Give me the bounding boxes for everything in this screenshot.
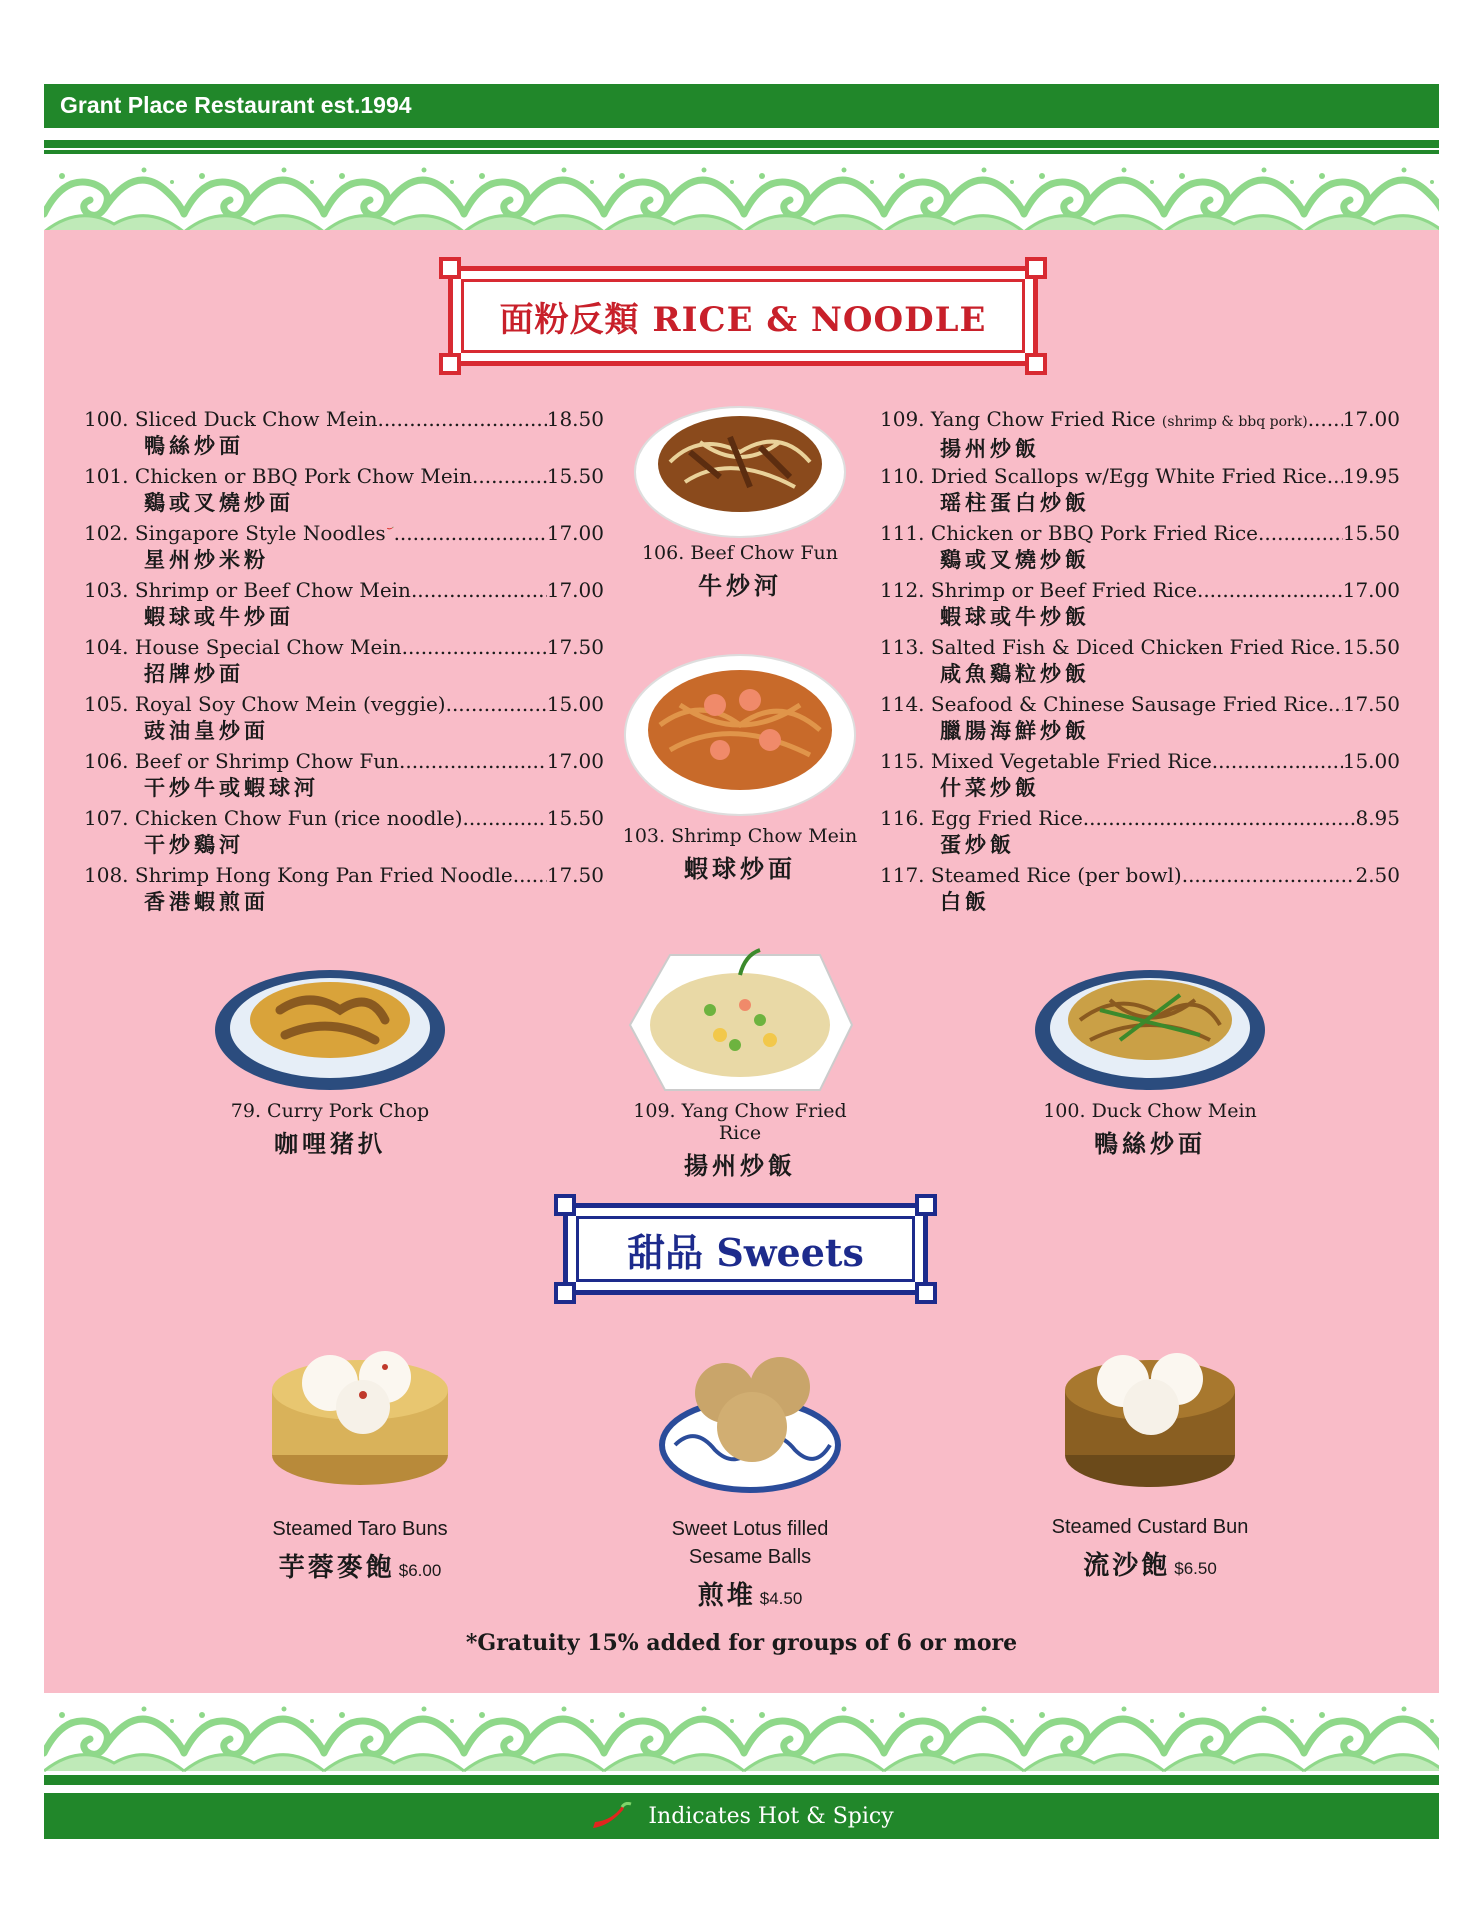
menu-item: 101. Chicken or BBQ Pork Chow Mein ..... 15.50 鷄或叉燒炒面 <box>84 462 604 519</box>
dish-caption-chinese: 鴨絲炒面 <box>1094 1129 1206 1158</box>
menu-list-left <box>84 405 604 918</box>
dish-caption: 106. Beef Chow Fun <box>641 542 839 564</box>
item-price: 2.50 <box>1355 863 1400 887</box>
spicy-legend: Indicates Hot & Spicy <box>648 1804 894 1829</box>
sweet-chinese-name: 流沙飽 <box>1083 1551 1171 1581</box>
dish-image <box>630 392 850 542</box>
menu-item: 103. Shrimp or Beef Chow Mein ..... 17.00 蝦球或牛炒面 <box>84 576 604 633</box>
item-chinese-name: 蛋炒飯 <box>940 832 1015 857</box>
sweet-chinese-name: 煎堆 <box>697 1581 756 1611</box>
dish-photo-beef-chow-fun <box>615 392 865 601</box>
menu-item: 106. Beef or Shrimp Chow Fun ..... 17.00 干炒牛或蝦球河 <box>84 747 604 804</box>
dish-photo-curry-pork-chop <box>205 940 455 1159</box>
menu-item: 102. Singapore Style Noodles ..... 17.00 星州炒米粉 <box>84 519 604 576</box>
menu-item: 108. Shrimp Hong Kong Pan Fried Noodle ..... 17.50 香港蝦煎面 <box>84 861 604 918</box>
dish-caption-chinese: 咖哩猪扒 <box>274 1129 386 1158</box>
menu-item: 111. Chicken or BBQ Pork Fried Rice ..... 15.50 鷄或叉燒炒飯 <box>880 519 1400 576</box>
menu-item: 104. House Special Chow Mein ..... 17.50 招牌炒面 <box>84 633 604 690</box>
menu-list-right <box>880 405 1400 918</box>
menu-item: 115. Mixed Vegetable Fried Rice ..... 15.00 什菜炒飯 <box>880 747 1400 804</box>
item-price: 15.50 <box>1342 521 1400 545</box>
steamer-basket-image <box>1055 1335 1245 1495</box>
item-chinese-name: 干炒牛或蝦球河 <box>144 775 319 800</box>
menu-item: 100. Sliced Duck Chow Mein ..... 18.50 鴨絲炒面 <box>84 405 604 462</box>
item-chinese-name: 星州炒米粉 <box>144 547 269 572</box>
sweet-name: Steamed Taro Buns <box>272 1518 448 1540</box>
item-chinese-name: 豉油皇炒面 <box>144 718 269 743</box>
sweets-title-frame <box>563 1203 928 1295</box>
sweets-title: 甜品 Sweets <box>627 1229 864 1275</box>
item-price: 17.00 <box>546 578 604 602</box>
wave-border-top <box>44 140 1439 230</box>
chili-pepper-icon <box>589 1802 633 1832</box>
sweet-name: Sweet Lotus filled <box>671 1518 829 1540</box>
dish-image <box>620 915 860 1100</box>
wave-pattern <box>44 1693 1439 1773</box>
item-price: 8.95 <box>1355 806 1400 830</box>
item-chinese-name: 香港蝦煎面 <box>144 889 269 914</box>
rice-noodle-title: 面粉反類 RICE & NOODLE <box>499 299 987 340</box>
item-chinese-name: 干炒鷄河 <box>144 832 244 857</box>
menu-item: 117. Steamed Rice (per bowl) ..... 2.50 白飯 <box>880 861 1400 918</box>
wave-pattern <box>44 154 1439 230</box>
item-price: 17.00 <box>1342 578 1400 602</box>
dish-image <box>1030 940 1270 1100</box>
item-price: 17.50 <box>546 635 604 659</box>
menu-item: 107. Chicken Chow Fun (rice noodle) ..... 15.50 干炒鷄河 <box>84 804 604 861</box>
dish-photo-shrimp-chow-mein <box>615 645 865 884</box>
menu-item: 105. Royal Soy Chow Mein (veggie) ..... 15.00 豉油皇炒面 <box>84 690 604 747</box>
item-price: 15.00 <box>1342 749 1400 773</box>
dish-photo-yang-chow-fried-rice <box>615 915 865 1181</box>
restaurant-name: Grant Place Restaurant est.1994 <box>60 92 412 118</box>
item-price: 15.00 <box>546 692 604 716</box>
item-price: 17.00 <box>1342 407 1400 431</box>
item-chinese-name: 招牌炒面 <box>144 661 244 686</box>
sesame-balls-image <box>655 1335 845 1495</box>
menu-item: 110. Dried Scallops w/Egg White Fried Rice ..... 19.95 瑶柱蛋白炒飯 <box>880 462 1400 519</box>
sweet-item-taro-buns <box>225 1335 495 1584</box>
menu-item: 116. Egg Fried Rice ..... 8.95 蛋炒飯 <box>880 804 1400 861</box>
header-bar <box>44 84 1439 128</box>
item-price: 15.50 <box>1342 635 1400 659</box>
menu-item: 109. Yang Chow Fried Rice (shrimp & bbq pork) ..... 17.00 揚州炒飯 <box>880 405 1400 462</box>
item-chinese-name: 白飯 <box>940 889 990 914</box>
rice-noodle-title-frame <box>448 266 1038 366</box>
item-price: 17.00 <box>546 521 604 545</box>
item-chinese-name: 什菜炒飯 <box>940 775 1040 800</box>
sweet-name: Steamed Custard Bun <box>1051 1516 1249 1538</box>
menu-item: 114. Seafood & Chinese Sausage Fried Rice ..... 17.50 臘腸海鮮炒飯 <box>880 690 1400 747</box>
item-chinese-name: 蝦球或牛炒飯 <box>940 604 1090 629</box>
sweet-price: $6.50 <box>1174 1559 1217 1578</box>
dish-caption-chinese: 牛炒河 <box>698 571 782 600</box>
dish-caption-chinese: 蝦球炒面 <box>684 854 796 883</box>
chili-pepper-icon <box>386 519 394 539</box>
sweet-item-sesame-balls <box>615 1335 885 1612</box>
dish-caption: 109. Yang Chow Fried Rice <box>633 1100 847 1144</box>
item-chinese-name: 臘腸海鮮炒飯 <box>940 718 1090 743</box>
dish-caption: 103. Shrimp Chow Mein <box>622 825 858 847</box>
item-price: 18.50 <box>546 407 604 431</box>
footer-bar <box>44 1793 1439 1839</box>
sweet-chinese-name: 芋蓉麥飽 <box>278 1553 395 1583</box>
item-price: 17.50 <box>1342 692 1400 716</box>
sweet-name-line2: Sesame Balls <box>688 1546 812 1568</box>
dish-caption: 79. Curry Pork Chop <box>230 1100 430 1122</box>
item-price: 17.00 <box>546 749 604 773</box>
gratuity-note: *Gratuity 15% added for groups of 6 or more <box>465 1630 1018 1656</box>
item-price: 15.50 <box>546 464 604 488</box>
sweet-item-custard-bun <box>1015 1335 1285 1582</box>
dish-caption-chinese: 揚州炒飯 <box>684 1151 796 1180</box>
dish-photo-duck-chow-mein <box>1025 940 1275 1159</box>
item-price: 15.50 <box>546 806 604 830</box>
menu-item: 112. Shrimp or Beef Fried Rice ..... 17.00 蝦球或牛炒飯 <box>880 576 1400 633</box>
item-chinese-name: 鷄或叉燒炒飯 <box>940 547 1090 572</box>
item-chinese-name: 咸魚鷄粒炒飯 <box>940 661 1090 686</box>
item-chinese-name: 揚州炒飯 <box>940 436 1040 461</box>
dish-image <box>210 940 450 1100</box>
sweet-price: $6.00 <box>398 1561 442 1580</box>
wave-border-bottom <box>44 1693 1439 1785</box>
item-chinese-name: 鷄或叉燒炒面 <box>144 490 294 515</box>
dish-caption: 100. Duck Chow Mein <box>1043 1100 1257 1122</box>
item-price: 19.95 <box>1342 464 1400 488</box>
item-note: (shrimp & bbq pork) <box>1161 414 1308 430</box>
item-price: 17.50 <box>546 863 604 887</box>
menu-item: 113. Salted Fish & Diced Chicken Fried Rice ..... 15.50 咸魚鷄粒炒飯 <box>880 633 1400 690</box>
sweet-price: $4.50 <box>759 1589 803 1608</box>
item-chinese-name: 蝦球或牛炒面 <box>144 604 294 629</box>
item-chinese-name: 鴨絲炒面 <box>144 433 244 458</box>
dish-image <box>620 645 860 825</box>
steamer-basket-image <box>265 1335 455 1495</box>
item-chinese-name: 瑶柱蛋白炒飯 <box>940 490 1090 515</box>
